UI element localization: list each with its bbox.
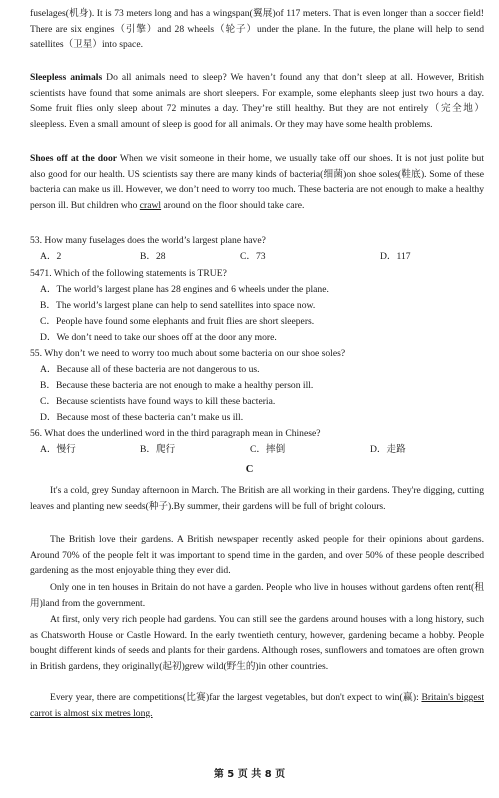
passage-b-paragraph-1 — [30, 6, 484, 53]
question-56: 56. What does the underlined word in the third paragraph mean in Chinese? — [30, 428, 321, 439]
q54-option-d[interactable]: D．We don’t need to take our shoes off at the door any more. — [40, 332, 277, 343]
q53-option-b[interactable]: B．28 — [140, 251, 166, 262]
passage-c-paragraph-1 — [30, 483, 484, 514]
passage-c-paragraph-2 — [30, 532, 484, 579]
question-53-options — [40, 249, 480, 265]
passage-b-sleepless-section — [30, 70, 484, 132]
shoes-text-2: around on the floor should take care. — [161, 199, 305, 211]
passage-c-paragraph-3 — [30, 580, 484, 611]
passage-c-p4: At first, only very rich people had gardens. You can still see the gardens around houses with a long history, such as Chatsworth House or Castle Howard. In the early twentieth century, however, gardening became a hobby. People bought different kinds of seeds and plants for their gardens. Although roses, sunflowers and tomatoes are often grown in British gardens, they originally(起初)grew wild(野生的)in other countries. — [30, 614, 484, 672]
passage-c-p3: Only one in ten houses in Britain do not have a garden. People who live in houses without gardens often rent(租用)land from the government. — [30, 582, 484, 609]
question-56-options — [40, 442, 480, 458]
question-54: 5471. Which of the following statements is TRUE? — [30, 268, 227, 279]
q55-option-d[interactable]: D．Because most of these bacteria can’t make us ill. — [40, 412, 244, 423]
sleepless-text: Do all animals need to sleep? We haven’t found any that don’t sleep at all. However, British scientists have found that some animals are short sleepers. For example, some elephants sleep just two hours a day. Some fruit flies only sleep about 72 minutes a day. They’re still healthy. But they are not entirely（完全地）sleepless. Even a small amount of sleep is good for all animals. Or they may have some health problems. — [30, 72, 484, 130]
passage-c-p2: The British love their gardens. A British newspaper recently asked people for their opinions about gardens. Around 70% of the people felt it was important to spend time in the garden, and over 50% of these people described gardening as the most enjoyable thing they ever did. — [30, 534, 484, 577]
question-55: 55. Why don’t we need to worry too much about some bacteria on our shoe soles? — [30, 348, 346, 359]
q54-option-c[interactable]: C．People have found some elephants and fruit flies are short sleepers. — [40, 316, 315, 327]
q53-option-d[interactable]: D．117 — [380, 251, 411, 262]
q56-option-d[interactable]: D．走路 — [370, 444, 406, 455]
underlined-word-crawl: crawl — [139, 199, 162, 211]
passage-b-text: fuselages(机身). It is 73 meters long and has a wingspan(翼展)of 117 meters. That is even longer than a soccer field! There are six engines（引擎）and 28 wheels（轮子）under the plane. In the future, the plane will help to send satellites（卫星）into space. — [30, 8, 484, 51]
q53-option-a[interactable]: A．2 — [40, 251, 62, 262]
shoes-heading: Shoes off at the door — [30, 153, 117, 164]
passage-c-p5: Every year, there are competitions(比赛)far the largest vegetables, but don't expect to win(赢): — [50, 692, 422, 703]
sleepless-heading: Sleepless animals — [30, 72, 103, 83]
q53-option-c[interactable]: C．73 — [240, 251, 266, 262]
passage-c-paragraph-4 — [30, 612, 484, 674]
page-number: 第 5 页 共 8 页 — [213, 769, 286, 780]
q56-option-b[interactable]: B．爬行 — [140, 444, 176, 455]
q56-option-c[interactable]: C．摔倒 — [250, 444, 286, 455]
passage-c-p1: It's a cold, grey Sunday afternoon in March. The British are all working in their gardens. They're digging, cutting leaves and planting new seeds(种子).By summer, their gardens will be full of bright colours. — [30, 485, 484, 512]
shoes-text-1: When we visit someone in their home, we usually take off our shoes. It is not just polite but also good for our health. US scientists say there are many kinds of bacteria(细菌)on shoe soles(鞋底). Some of these bacteria can make us ill. However, we don’t need to worry too much. These bacteria are not enough to make a healthy person ill. But children who — [30, 153, 484, 211]
passage-c-heading: C — [245, 464, 254, 475]
q54-option-b[interactable]: B．The world’s largest plane can help to send satellites into space now. — [40, 300, 316, 311]
q54-option-a[interactable]: A．The world’s largest plane has 28 engines and 6 wheels under the plane. — [40, 284, 329, 295]
passage-c-paragraph-5 — [30, 690, 484, 721]
q55-option-c[interactable]: C．Because scientists have found ways to kill these bacteria. — [40, 396, 276, 407]
passage-b-shoes-section — [30, 151, 484, 213]
q55-option-b[interactable]: B．Because these bacteria are not enough to make a healthy person ill. — [40, 380, 314, 391]
q56-option-a[interactable]: A．慢行 — [40, 444, 76, 455]
passage-c-p5-underlined: Britain's biggest carrot is almost six metres long. — [30, 692, 484, 719]
q55-option-a[interactable]: A．Because all of these bacteria are not dangerous to us. — [40, 364, 260, 375]
question-53: 53. How many fuselages does the world’s largest plane have? — [30, 235, 266, 246]
